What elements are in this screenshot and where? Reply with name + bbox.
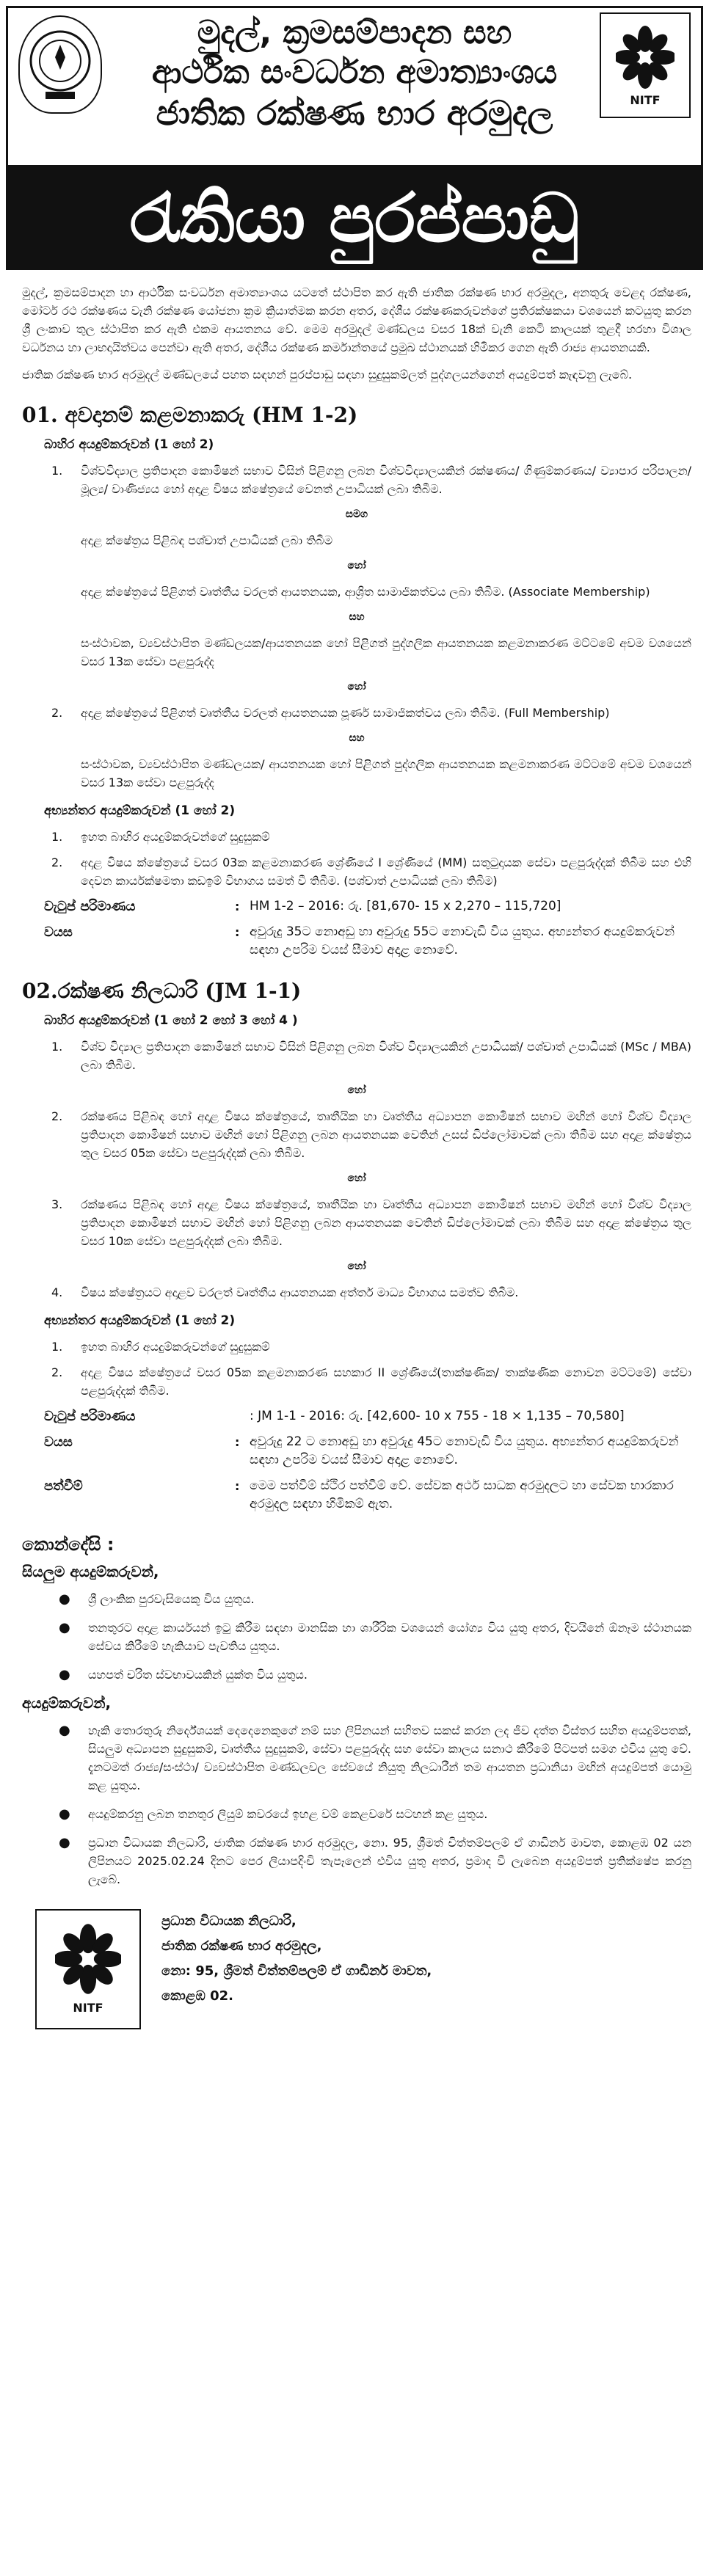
s2-ext-1: විශ්ව විද්‍යාල ප්‍රතිපාදන කොමිෂන් සභාව විසින් පිළිගනු ලබන විශ්ව විද්‍යාලයකින් උපාධියක්/ පශ්චාත් උපාධියක් (MSc / MBA) ලබා තිබීම. [81, 1040, 691, 1072]
s2-int-2: අදාළ විෂය ක්ෂේත්‍රයේ වසර 05ක කළමනාකරණ සහකාර II ශ්‍රේණියේ(තාක්ෂණික/ තාක්ෂණික නොවන මට්ටමේ) සේවා පළපුරුද්දක් තිබීම. [81, 1365, 691, 1398]
s1-int-2: අදාළ විෂය ක්ෂේත්‍රයේ වසර 03ක කළමනාකරණ ශ්‍රේණියේ I ශ්‍රේණියේ (MM) සතුටුදායක සේවා පළපුරුද්දක් තිබීම සහ එහි දෙවන කාර්යක්ෂමතා කඩඉම් විභාගය සමත් වී තිබීම. (පශ්චාත් උපාධියක් ලබා තිබීම) [81, 855, 691, 888]
conjunction: හෝ [347, 1260, 366, 1272]
list-item: ● හැකි තොරතුරු නිර්දේශයක් දෙදෙනෙකුගේ නම් සහ ලිපිනයන් සහිතව සකස් කරන ලද ජීව දත්ත විස්තර සහිත අයදුම්පතක්, සියලුම අධ්‍යාපන සුදුසුකම්, වෘත්තීය සුදුසුකම්, සේවා පළපුරුද්ද සහ සේවා කාලය සනාථ කිරීමේ පිටපත් සමග එවිය යුතු වේ. දැනටමත් රාජ්‍ය/සංස්ථා/ ව්‍යවස්ථාපිත මණ්ඩලවල සේවයේ නියුතු නිලධාරීන් තම ආයතන ප්‍රධානියා මඟින් අයදුම්පත් යොමු කළ යුතුය. [59, 1721, 691, 1795]
conjunction: හෝ [347, 1172, 366, 1184]
section-1-internal-title: අභ්‍යන්තර අයදුම්කරුවන් (1 හෝ 2) [44, 803, 236, 818]
list-item: 1. ඉහත බාහිර අයදුම්කරුවන්ගේ සුදුසුකම් [51, 828, 691, 846]
address-line: ප්‍රධාන විධායක නිලධාරි, [161, 1913, 297, 1929]
nitf-logo [600, 12, 691, 118]
applicants-heading: අයදුම්කරුවන්, [22, 1694, 112, 1712]
section-2-external-title: බාහිර අයදුම්කරුවන් (1 හෝ 2 හෝ 3 හෝ 4 ) [44, 1013, 298, 1028]
list-item: ● තනතුරට අදාළ කාර්යයන් ඉටු කිරීම සඳහා මානසික හා ශාරීරික වශයෙන් යෝග්‍ය විය යුතු අතර, දිවයිනේ ඕනෑම ස්ථානයක සේවය කිරීමේ හැකියාව පැවතිය යුතුය. [59, 1619, 691, 1655]
conjunction: හෝ [347, 560, 366, 572]
age-value: අවුරුදු 22 ට නොඅඩු හා අවුරුදු 45ට නොවැඩි විය යුතුය. අභ්‍යන්තර අයදුම්කරුවන් සඳහා උපරිම වයස් සීමාව අදාළ නොවේ. [250, 1434, 679, 1467]
list-item: ● ප්‍රධාන විධායක නිලධාරි, ජාතික රක්ෂණ භාර අරමුදල, නො. 95, ශ්‍රීමත් චිත්තම්පලම් ඒ ගාඩිනර් මාවත, කොළඹ 02 යන ලිපිනයට 2025.02.24 දිනට පෙර ලියාපදිංචි තැපෑලෙන් එවිය යුතු අතර, ප්‍රමාද වී ලැබෙන අයදුම්පත් ප්‍රතික්ෂේප කරනු ලැබේ. [59, 1834, 691, 1889]
list-item: ● අයදුම්කරනු ලබන තනතුර ලියුම් කවරයේ ඉහළ වම් කෙළවරේ සටහන් කළ යුතුය. [59, 1806, 488, 1822]
s2-int-1: ඉහත බාහිර අයදුම්කරුවන්ගේ සුදුසුකම් [81, 1340, 270, 1354]
list-item [51, 531, 691, 550]
bullet-icon: ● [59, 1620, 70, 1635]
salary-label: වැටුප් පරිමාණය [44, 899, 136, 914]
s1-ext-2b: සංස්ථාවක, ව්‍යවස්ථාපිත මණ්ඩලයක/ ආයතනයක හෝ පිළිගත් පුද්ගලික ආයතනයක කළමනාකරණ මට්ටමේ අවම වශයෙන් වසර 13ක සේවා පළපුරුද්ද [81, 757, 691, 789]
s1-int-1: ඉහත බාහිර අයදුම්කරුවන්ගේ සුදුසුකම් [81, 830, 270, 844]
list-item: 4. විෂය ක්ෂේත්‍රයට අදාළව වරලත් වෘත්තීය ආයතනයක අත්තර් මාධ්‍ය විභාගය සමත්ව තිබීම. [51, 1283, 691, 1302]
conjunction: හෝ [347, 681, 366, 693]
address-block [161, 1909, 432, 2009]
main-content [0, 270, 709, 2056]
flower-logo-icon [55, 1922, 121, 1996]
footer-nitf-logo [35, 1909, 141, 2029]
flower-logo-icon [616, 24, 675, 90]
sri-lanka-emblem-icon [18, 15, 102, 114]
organization-name: ජාතික රක්ෂණ භාර අරමුදල [156, 93, 553, 133]
appointment-label: පත්වීම් [44, 1478, 83, 1494]
logo-text: NITF [630, 92, 661, 107]
s1-ext-1c: අදාළ ක්ෂේත්‍රයේ පිළිගත් වෘත්තීය වරලත් ආයතනයක, ආශ්‍රිත සාමාජිකත්වය ලබා තිබීම. (Associate Membership) [81, 585, 650, 599]
section-1-title: 01. අවදානම් කළමනාකරු (HM 1-2) [22, 403, 358, 427]
address-line: ජාතික රක්ෂණ භාර අරමුදල, [161, 1938, 322, 1954]
bullet-icon: ● [59, 1591, 70, 1607]
list-item [51, 755, 691, 792]
section-2-title: 02.රක්ෂණ නිලධාරි (JM 1-1) [22, 979, 302, 1003]
salary-label: වැටුප් පරිමාණය [44, 1409, 136, 1424]
age-value: අවුරුදු 35ට නොඅඩු හා අවුරුදු 55ට නොවැඩි විය යුතුය. අභ්‍යන්තර අයදුම්කරුවන් සඳහා උපරිම වයස් සීමාව අදාළ නොවේ. [250, 924, 675, 957]
s2-ext-4: විෂය ක්ෂේත්‍රයට අදාළව වරලත් වෘත්තීය ආයතනයක අත්තර් මාධ්‍ය විභාගය සමත්ව තිබීම. [81, 1285, 519, 1299]
bullet-icon: ● [59, 1806, 70, 1822]
conjunction: හෝ [347, 1084, 366, 1096]
list-item: 2. අදාළ ක්ෂේත්‍රයේ පිළිගත් වෘත්තීය වරලත් ආයතනයක පූර්ණ සාමාජිකත්වය ලබා තිබීම. (Full Membership) [51, 704, 691, 722]
logo-text: NITF [73, 2000, 103, 2015]
s1-salary-row: වැටුප් පරිමාණය : HM 1-2 – 2016: රු. [81,670- 15 x 2,270 – 115,720] [44, 897, 691, 916]
list-item: 1. විශ්ව විද්‍යාල ප්‍රතිපාදන කොමිෂන් සභාව විසින් පිළිගනු ලබන විශ්ව විද්‍යාලයකින් උපාධියක්/ පශ්චාත් උපාධියක් (MSc / MBA) ලබා තිබීම. [51, 1037, 691, 1074]
salary-value: HM 1-2 – 2016: රු. [81,670- 15 x 2,270 – 115,720] [250, 899, 561, 913]
conjunction: සහ [349, 732, 365, 744]
s1-ext-2: අදාළ ක්ෂේත්‍රයේ පිළිගත් වෘත්තීය වරලත් ආයතනයක පූර්ණ සාමාජිකත්වය ලබා තිබීම. (Full Membership) [81, 706, 610, 720]
list-item: 1. විශ්වවිද්‍යාල ප්‍රතිපාදන කොමිෂන් සභාව විසින් පිළිගනු ලබන විශ්වවිද්‍යාලයකින් රක්ෂණය/ ගිණුම්කරණය/ ව්‍යාපාර පරිපාලන/ මූල්‍ය/ වාණිජ්‍යය හෝ අදාළ විෂය ක්ෂේත්‍රයේ වෙනත් උපාධියක් ලබා තිබීම. [51, 461, 691, 498]
bullet-icon: ● [59, 1835, 70, 1850]
list-item: 2. අදාළ විෂය ක්ෂේත්‍රයේ වසර 05ක කළමනාකරණ සහකාර II ශ්‍රේණියේ(තාක්ෂණික/ තාක්ෂණික නොවන මට්ටමේ) සේවා පළපුරුද්දක් තිබීම. [51, 1363, 691, 1400]
list-item: ● ශ්‍රී ලාංකික පුරවැසියෙකු විය යුතුය. [59, 1591, 255, 1607]
list-item: 1. ඉහත බාහිර අයදුම්කරුවන්ගේ සුදුසුකම් [51, 1338, 691, 1356]
appointment-value: මෙම පත්වීම් ස්ථිර පත්වීම් වේ. සේවක අර්ථ සාධක අරමුදලට හා සේවක භාරකාර අරමුදල සඳහා හිමිකම් ඇත. [250, 1478, 674, 1511]
salary-value: : JM 1-1 - 2016: රු. [42,600- 10 x 755 - 18 × 1,135 – 70,580] [250, 1409, 625, 1423]
section-1-external-title: බාහිර අයදුම්කරුවන් (1 හෝ 2) [44, 437, 214, 452]
age-label: වයස [44, 1434, 73, 1450]
s2-age-row: වයස : අවුරුදු 22 ට නොඅඩු හා අවුරුදු 45ට නොවැඩි විය යුතුය. අභ්‍යන්තර අයදුම්කරුවන් සඳහා උපරිම වයස් සීමාව අදාළ නොවේ. [44, 1433, 691, 1470]
age-label: වයස [44, 924, 73, 940]
list-item: ● යහපත් චරිත ස්වභාවයකින් යුක්ත විය යුතුය. [59, 1667, 308, 1682]
bullet-icon: ● [59, 1667, 70, 1682]
intro-paragraph-2: ජාතික රක්ෂණ භාර අරමුදල් මණ්ඩලයේ පහත සඳහන් පුරප්පාඩු සඳහා සුදුසුකම්ලත් පුද්ගලයන්ගෙන් අයදුම්පත් කැඳවනු ලැබේ. [22, 368, 633, 382]
s1-age-row: වයස : අවුරුදු 35ට නොඅඩු හා අවුරුදු 55ට නොවැඩි විය යුතුය. අභ්‍යන්තර අයදුම්කරුවන් සඳහා උපරිම වයස් සීමාව අදාළ නොවේ. [44, 923, 691, 960]
footer-address [22, 1909, 691, 2056]
s2-ext-2: රක්ෂණය පිළිබඳ හෝ අදාළ විෂය ක්ෂේත්‍රයේ, තෘතීයික හා වෘත්තීය අධ්‍යාපන කොමිෂන් සභාව මඟින් හෝ විශ්ව විද්‍යාල ප්‍රතිපාදන කොමිෂන් සභාව මඟින් හෝ පිළිගනු ලබන ආයතනයක වෙතින් උසස් ඩිප්ලෝමාවක් ලබා තිබීම සහ අදාළ ක්ෂේත්‍රය තුල වසර 05ක සේවා පළපුරුද්දක් ලබා තිබීම. [81, 1109, 691, 1160]
section-2-internal-title: අභ්‍යන්තර අයදුම්කරුවන් (1 හෝ 2) [44, 1313, 236, 1328]
all-applicants-heading: සියලුම අයදුම්කරුවන්, [22, 1563, 159, 1580]
conjunction: සමග [345, 508, 368, 520]
header [6, 6, 703, 167]
conjunction: සහ [349, 611, 365, 623]
bullet-icon: ● [59, 1723, 70, 1738]
address-line: කොළඹ 02. [161, 1988, 234, 2004]
list-item: 2. අදාළ විෂය ක්ෂේත්‍රයේ වසර 03ක කළමනාකරණ ශ්‍රේණියේ I ශ්‍රේණියේ (MM) සතුටුදායක සේවා පළපුරුද්දක් තිබීම සහ එහි දෙවන කාර්යක්ෂමතා කඩඉම් විභාගය සමත් වී තිබීම. (පශ්චාත් උපාධියක් ලබා තිබීම) [51, 853, 691, 890]
s2-ext-3: රක්ෂණය පිළිබඳ හෝ අදාළ විෂය ක්ෂේත්‍රයේ, තෘතීයික හා වෘත්තීය අධ්‍යාපන කොමිෂන් සභාව මඟින් හෝ විශ්ව විද්‍යාල ප්‍රතිපාදන කොමිෂන් සභාව මඟින් හෝ පිළිගනු ලබන ආයතනයක වෙතින් ඩිප්ලෝමාවක් ලබා තිබීම සහ අදාළ ක්ෂේත්‍රය තුල වසර 10ක සේවා පළපුරුද්දක් ලබා තිබීම. [81, 1197, 691, 1248]
s1-ext-1d: සංස්ථාවක, ව්‍යවස්ථාපිත මණ්ඩලයක/ආයතනයක හෝ පිළිගත් පුද්ගලික ආයතනයක කළමනාකරණ මට්ටමේ අවම වශයෙන් වසර 13ක සේවා පළපුරුද්ද [81, 636, 691, 668]
conditions-heading: කොන්දේසි : [22, 1534, 114, 1555]
list-item [51, 634, 691, 671]
ministry-line-2: ආර්ථික සංවර්ධන අමාත්‍යාංශය [151, 54, 558, 91]
job-advertisement-page [0, 6, 709, 2576]
ministry-line-1: මුදල්, ක්‍රමසම්පාදන සහ [197, 14, 512, 51]
s1-ext-1b: අදාළ ක්ෂේත්‍රය පිළිබඳ පශ්චාත් උපාධියක් ලබා තිබීම [81, 533, 333, 547]
vacancies-banner: රැකියා පුරප්පාඩු [6, 167, 703, 270]
address-line: නො: 95, ශ්‍රීමත් චිත්තම්පලම් ඒ ගාඩිනර් මාවත, [161, 1963, 432, 1979]
s1-ext-1: විශ්වවිද්‍යාල ප්‍රතිපාදන කොමිෂන් සභාව විසින් පිළිගනු ලබන විශ්වවිද්‍යාලයකින් රක්ෂණය/ ගිණුම්කරණය/ ව්‍යාපාර පරිපාලන/ මූල්‍ය/ වාණිජ්‍යය හෝ අදාළ විෂය ක්ෂේත්‍රයේ වෙනත් උපාධියක් ලබා තිබීම. [81, 464, 691, 496]
s2-salary-row [44, 1407, 691, 1426]
intro-paragraph-1: මුදල්, ක්‍රමසම්පාදන හා ආර්ථික සංවර්ධන අමාත්‍යාංශය යටතේ ස්ථාපිත කර ඇති ජාතික රක්ෂණ භාර අරමුදල, අනතුරු වෙළද රක්ෂණ, මෝටර් රථ රක්ෂණය වැනි රක්ෂණ යෝජනා ක්‍රම ක්‍රියාත්මක කරන අතර, දේශීය රක්ෂණකරුවන්ගේ ප්‍රතිරක්ෂකයා වශයෙන් කටයුතු කරන ශ්‍රී ලංකාව තුල ස්ථාපිත කර ඇති එකම ආයතනය වේ. මෙම අරමුදල් මණ්ඩලය වසර 18ක් වැනි කෙටි කාලයක් තුළදී හරහා විශාල වර්ධනය හා ලාභදායිත්වය පෙන්වා ඇති අතර, දේශීය රක්ෂණ කර්මාන්තයේ ප්‍රමුඛ ස්ථානයක් හිමිකර ගෙන ඇති රාජ්‍ය ආයතනයකි. [22, 285, 691, 354]
list-item: 2. රක්ෂණය පිළිබඳ හෝ අදාළ විෂය ක්ෂේත්‍රයේ, තෘතීයික හා වෘත්තීය අධ්‍යාපන කොමිෂන් සභාව මඟින් හෝ විශ්ව විද්‍යාල ප්‍රතිපාදන කොමිෂන් සභාව මඟින් හෝ පිළිගනු ලබන ආයතනයක වෙතින් උසස් ඩිප්ලෝමාවක් ලබා තිබීම සහ අදාළ ක්ෂේත්‍රය තුල වසර 05ක සේවා පළපුරුද්දක් ලබා තිබීම. [51, 1107, 691, 1162]
list-item: 3. රක්ෂණය පිළිබඳ හෝ අදාළ විෂය ක්ෂේත්‍රයේ, තෘතීයික හා වෘත්තීය අධ්‍යාපන කොමිෂන් සභාව මඟින් හෝ විශ්ව විද්‍යාල ප්‍රතිපාදන කොමිෂන් සභාව මඟින් හෝ පිළිගනු ලබන ආයතනයක වෙතින් ඩිප්ලෝමාවක් ලබා තිබීම සහ අදාළ ක්ෂේත්‍රය තුල වසර 10ක සේවා පළපුරුද්දක් ලබා තිබීම. [51, 1195, 691, 1250]
list-item [51, 583, 691, 601]
s2-service-row: පත්වීම් : මෙම පත්වීම් ස්ථිර පත්වීම් වේ. සේවක අර්ථ සාධක අරමුදලට හා සේවක භාරකාර අරමුදල සඳහා හිමිකම් ඇත. [44, 1477, 691, 1514]
